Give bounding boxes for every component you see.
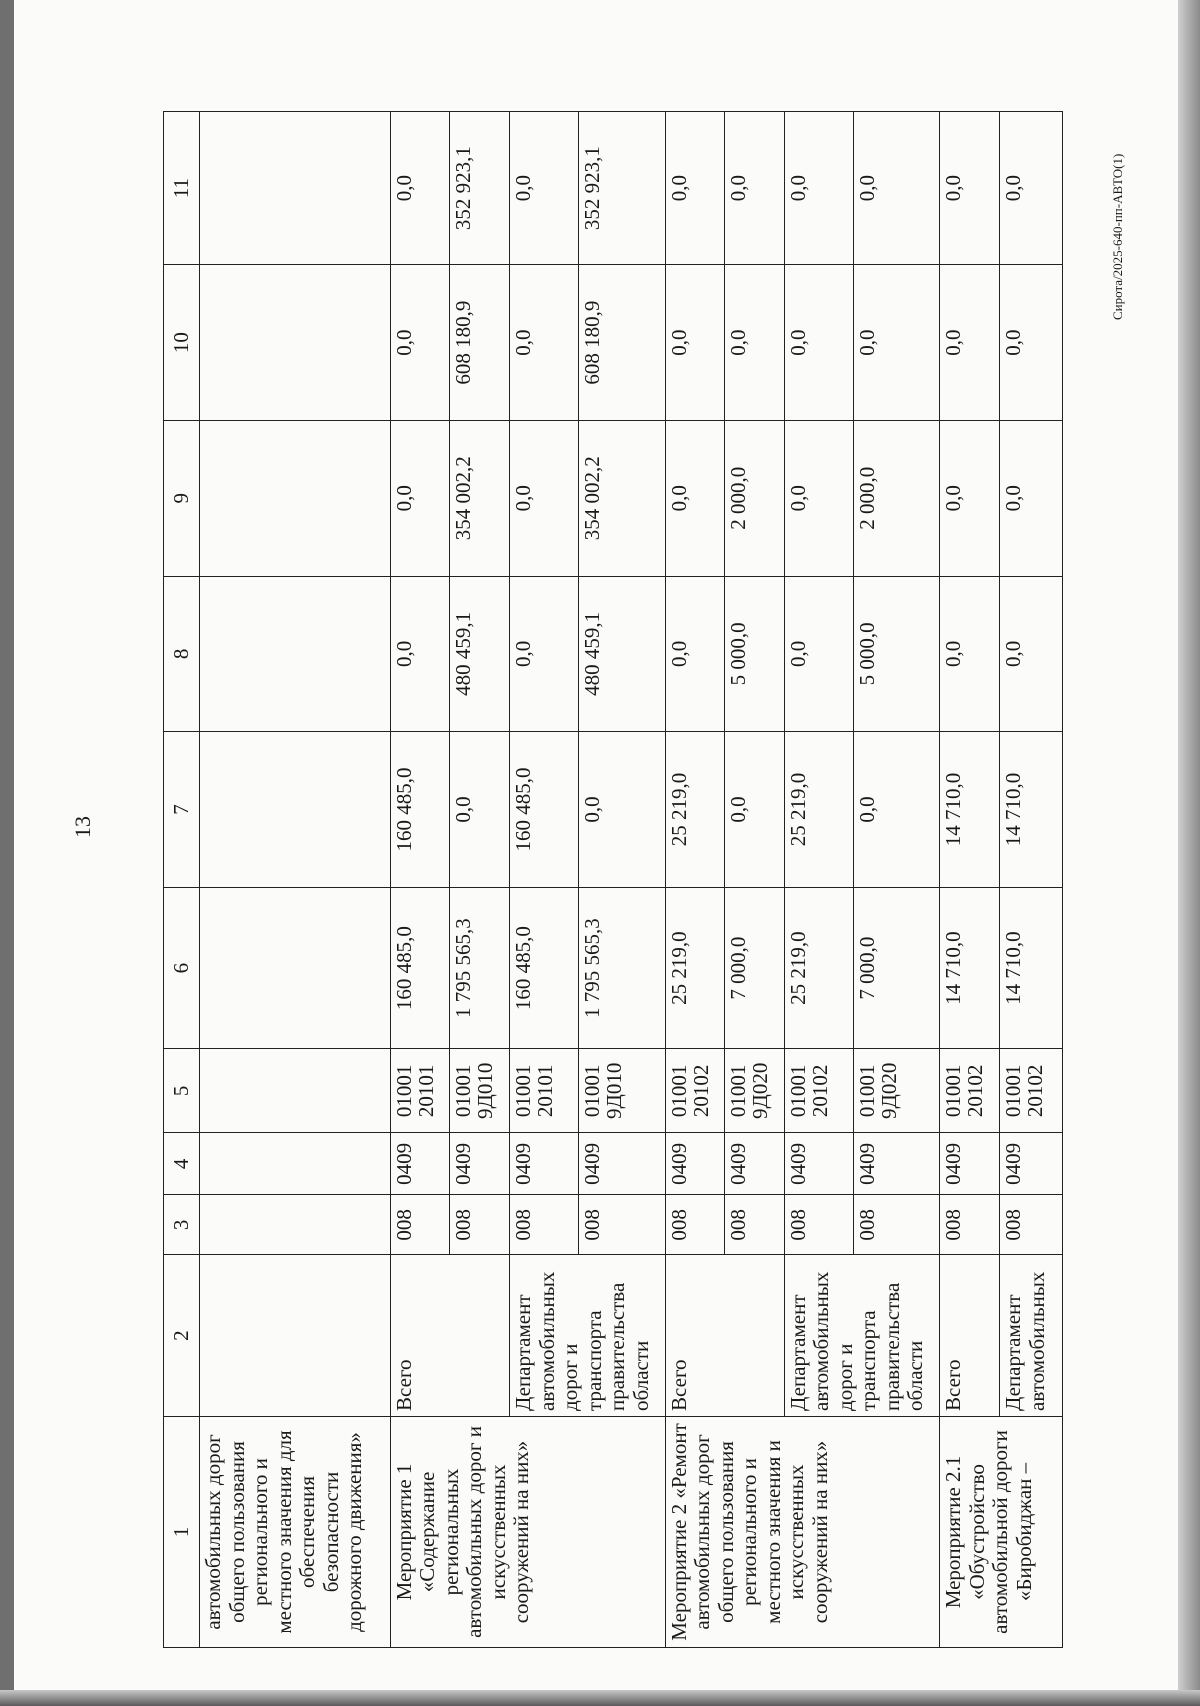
value-cell — [200, 576, 391, 732]
value-cell: 0,0 — [450, 732, 510, 888]
value-cell: 0,0 — [784, 265, 853, 421]
value-cell: 0,0 — [725, 732, 785, 888]
value-cell: 0,0 — [510, 112, 579, 265]
value-cell: 0,0 — [665, 112, 725, 265]
grbs-cell: 008 — [854, 1195, 940, 1255]
value-cell: 14 710,0 — [940, 732, 1000, 888]
value-cell: 1 795 565,3 — [579, 887, 665, 1049]
value-cell: 0,0 — [854, 732, 940, 888]
grbs-cell: 008 — [725, 1195, 785, 1255]
executor-cell: Всего — [940, 1255, 1000, 1417]
executor-cell: Департамент автомобильных дорог и транспорта правительства области — [510, 1255, 666, 1417]
executor-cell — [200, 1255, 391, 1417]
value-cell: 0,0 — [854, 112, 940, 265]
table-row — [940, 112, 1000, 1648]
rotated-table-container — [163, 111, 1063, 1648]
value-cell: 352 923,1 — [450, 112, 510, 265]
measure-name-cell: автомобильных дорог общего пользования регионального и местного значения для обеспечения безопасности дорожного движения» — [200, 1416, 391, 1647]
target-article-cell: 01001 20101 — [390, 1049, 450, 1133]
value-cell: 0,0 — [390, 112, 450, 265]
measure-name-cell: Мероприятие 2 «Ремонт автомобильных дорог общего пользования регионального и местного значения и искусственных сооружений на них» — [665, 1416, 940, 1647]
value-cell: 14 710,0 — [1000, 732, 1063, 888]
header-cell: 3 — [164, 1195, 200, 1255]
value-cell: 0,0 — [784, 576, 853, 732]
value-cell: 0,0 — [1000, 265, 1063, 421]
value-cell: 160 485,0 — [390, 887, 450, 1049]
section-cell: 0409 — [1000, 1133, 1063, 1195]
value-cell: 608 180,9 — [579, 265, 665, 421]
header-cell: 5 — [164, 1049, 200, 1133]
grbs-cell: 008 — [390, 1195, 450, 1255]
value-cell: 0,0 — [1000, 420, 1063, 576]
grbs-cell — [200, 1195, 391, 1255]
value-cell — [200, 887, 391, 1049]
target-article-cell — [200, 1049, 391, 1133]
value-cell: 14 710,0 — [1000, 887, 1063, 1049]
grbs-cell: 008 — [784, 1195, 853, 1255]
value-cell — [200, 732, 391, 888]
section-cell: 0409 — [665, 1133, 725, 1195]
value-cell: 5 000,0 — [725, 576, 785, 732]
header-cell: 9 — [164, 420, 200, 576]
value-cell: 0,0 — [390, 265, 450, 421]
value-cell: 0,0 — [940, 576, 1000, 732]
header-cell: 6 — [164, 887, 200, 1049]
value-cell: 0,0 — [665, 265, 725, 421]
value-cell: 7 000,0 — [725, 887, 785, 1049]
header-cell: 10 — [164, 265, 200, 421]
value-cell: 354 002,2 — [450, 420, 510, 576]
header-cell: 1 — [164, 1416, 200, 1647]
value-cell: 25 219,0 — [665, 732, 725, 888]
table-row — [390, 112, 450, 1648]
value-cell: 25 219,0 — [784, 732, 853, 888]
header-cell: 4 — [164, 1133, 200, 1195]
value-cell: 0,0 — [390, 420, 450, 576]
value-cell: 480 459,1 — [450, 576, 510, 732]
value-cell: 0,0 — [510, 420, 579, 576]
scan-edge-right — [1178, 0, 1200, 1706]
value-cell: 14 710,0 — [940, 887, 1000, 1049]
value-cell: 0,0 — [510, 576, 579, 732]
value-cell: 0,0 — [940, 112, 1000, 265]
target-article-cell: 01001 9Д010 — [450, 1049, 510, 1133]
section-cell: 0409 — [784, 1133, 853, 1195]
value-cell: 160 485,0 — [510, 732, 579, 888]
value-cell: 160 485,0 — [390, 732, 450, 888]
section-cell: 0409 — [725, 1133, 785, 1195]
value-cell: 0,0 — [725, 112, 785, 265]
value-cell — [200, 420, 391, 576]
value-cell: 354 002,2 — [579, 420, 665, 576]
value-cell: 0,0 — [940, 420, 1000, 576]
table-row — [200, 112, 391, 1648]
header-cell: 7 — [164, 732, 200, 888]
grbs-cell: 008 — [450, 1195, 510, 1255]
value-cell: 2 000,0 — [725, 420, 785, 576]
header-cell: 2 — [164, 1255, 200, 1417]
document-code: Сирота/2025-640-пп-АВТО(1) — [1110, 153, 1125, 320]
value-cell: 0,0 — [665, 420, 725, 576]
section-cell: 0409 — [854, 1133, 940, 1195]
executor-cell: Департамент автомобильных дорог и транспорта правительства области — [784, 1255, 940, 1417]
executor-cell: Всего — [390, 1255, 509, 1417]
target-article-cell: 01001 20102 — [940, 1049, 1000, 1133]
section-cell: 0409 — [510, 1133, 579, 1195]
section-cell — [200, 1133, 391, 1195]
target-article-cell: 01001 9Д020 — [725, 1049, 785, 1133]
header-cell: 8 — [164, 576, 200, 732]
value-cell: 0,0 — [665, 576, 725, 732]
target-article-cell: 01001 20102 — [784, 1049, 853, 1133]
value-cell: 480 459,1 — [579, 576, 665, 732]
target-article-cell: 01001 20102 — [665, 1049, 725, 1133]
header-cell: 11 — [164, 112, 200, 265]
value-cell: 0,0 — [784, 420, 853, 576]
grbs-cell: 008 — [940, 1195, 1000, 1255]
target-article-cell: 01001 9Д020 — [854, 1049, 940, 1133]
value-cell: 0,0 — [854, 265, 940, 421]
target-article-cell: 01001 20102 — [1000, 1049, 1063, 1133]
section-cell: 0409 — [940, 1133, 1000, 1195]
section-cell: 0409 — [390, 1133, 450, 1195]
value-cell: 0,0 — [390, 576, 450, 732]
target-article-cell: 01001 9Д010 — [579, 1049, 665, 1133]
value-cell: 0,0 — [510, 265, 579, 421]
value-cell: 608 180,9 — [450, 265, 510, 421]
value-cell: 1 795 565,3 — [450, 887, 510, 1049]
value-cell: 0,0 — [1000, 576, 1063, 732]
executor-cell: Департамент автомобильных — [1000, 1255, 1063, 1417]
value-cell: 352 923,1 — [579, 112, 665, 265]
section-cell: 0409 — [450, 1133, 510, 1195]
grbs-cell: 008 — [1000, 1195, 1063, 1255]
value-cell: 0,0 — [579, 732, 665, 888]
value-cell: 25 219,0 — [665, 887, 725, 1049]
executor-cell: Всего — [665, 1255, 784, 1417]
measure-name-cell: Мероприятие 2.1 «Обустройство автомобильной дороги «Биробиджан – — [940, 1416, 1063, 1647]
page-number: 13 — [70, 816, 95, 838]
value-cell — [200, 265, 391, 421]
grbs-cell: 008 — [510, 1195, 579, 1255]
value-cell: 25 219,0 — [784, 887, 853, 1049]
value-cell: 7 000,0 — [854, 887, 940, 1049]
grbs-cell: 008 — [579, 1195, 665, 1255]
value-cell: 2 000,0 — [854, 420, 940, 576]
measure-name-cell: Мероприятие 1 «Содержание региональных автомобильных дорог и искусственных сооружений на них» — [390, 1416, 665, 1647]
table-header-row — [164, 112, 200, 1648]
grbs-cell: 008 — [665, 1195, 725, 1255]
value-cell: 160 485,0 — [510, 887, 579, 1049]
value-cell: 0,0 — [940, 265, 1000, 421]
section-cell: 0409 — [579, 1133, 665, 1195]
table-row — [665, 112, 725, 1648]
scan-edge-bottom — [0, 1690, 1200, 1706]
program-funding-table — [163, 111, 1063, 1648]
value-cell: 0,0 — [1000, 112, 1063, 265]
target-article-cell: 01001 20101 — [510, 1049, 579, 1133]
value-cell — [200, 112, 391, 265]
value-cell: 0,0 — [784, 112, 853, 265]
value-cell: 0,0 — [725, 265, 785, 421]
value-cell: 5 000,0 — [854, 576, 940, 732]
